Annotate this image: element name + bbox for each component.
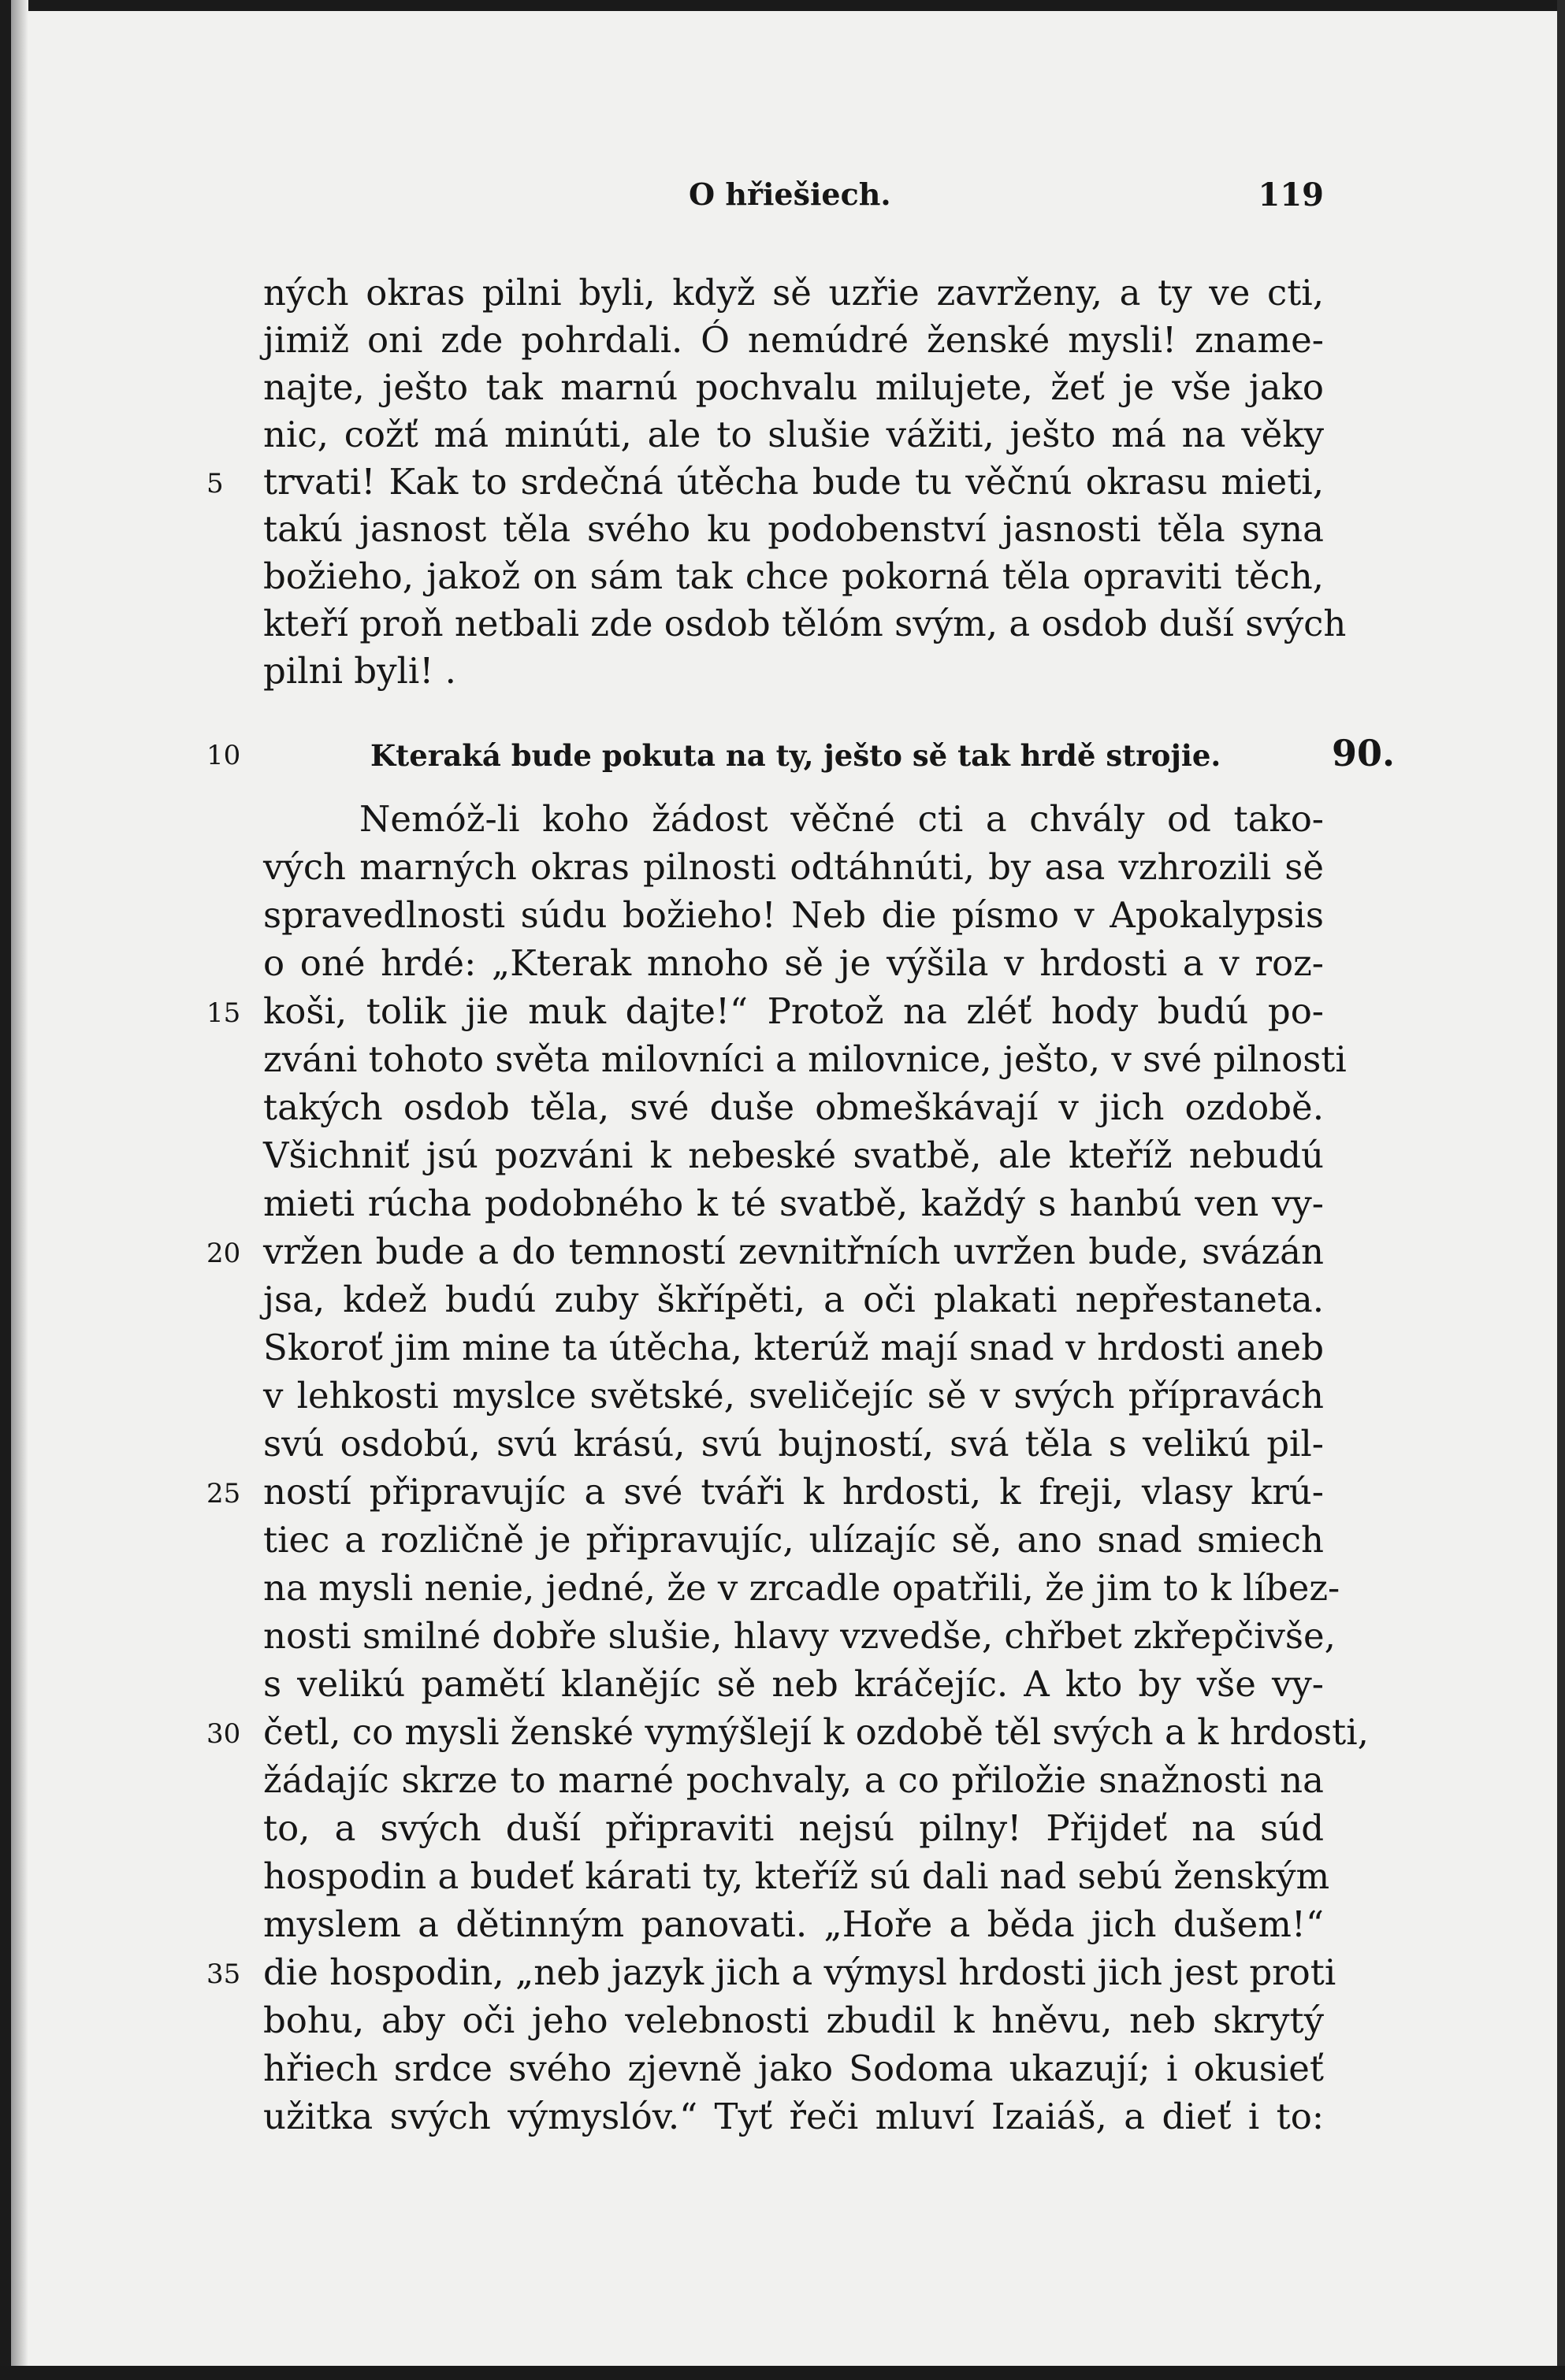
page-number: 119 bbox=[1258, 176, 1324, 213]
text-line: vržen bude a do temností zevnitřních uvržen bude, svázán bbox=[263, 1231, 1324, 1272]
text-line: četl, co mysli ženské vymýšlejí k ozdobě těl svých a k hrdosti, bbox=[263, 1711, 1369, 1753]
section-number: 90. bbox=[1332, 732, 1396, 774]
line-number: 30 bbox=[206, 1718, 241, 1750]
text-line: užitka svých výmyslóv.“ Tyť řeči mluví Izaiáš, a dieť i to: bbox=[263, 2096, 1324, 2137]
text-line: v lehkosti myslce světské, sveličejíc sě v svých přípravách bbox=[263, 1375, 1324, 1416]
text-line: pilni byli! . bbox=[263, 650, 456, 692]
text-line: svú osdobú, svú krású, svú bujností, svá těla s velikú pil- bbox=[263, 1423, 1324, 1465]
text-line: Nemóž-li koho žádost věčné cti a chvály od tako- bbox=[359, 798, 1324, 840]
text-line: o oné hrdé: „Kterak mnoho sě je výšila v hrdosti a v roz- bbox=[263, 942, 1324, 984]
text-line: nic, cožť má minúti, ale to slušie vážiti, ješto má na věky bbox=[263, 414, 1324, 455]
text-line: Všichniť jsú pozváni k nebeské svatbě, ale kteříž nebudú bbox=[263, 1134, 1324, 1176]
text-line: spravedlnosti súdu božieho! Neb die písmo v Apokalypsis bbox=[263, 894, 1324, 936]
scan-top-edge bbox=[0, 0, 1565, 11]
scan-bottom-edge bbox=[0, 2366, 1565, 2380]
text-line: die hospodin, „neb jazyk jich a výmysl hrdosti jich jest proti bbox=[263, 1951, 1336, 1993]
text-line: bohu, aby oči jeho velebnosti zbudil k hněvu, neb skrytý bbox=[263, 1999, 1324, 2041]
text-line: božieho, jakož on sám tak chce pokorná těla opraviti těch, bbox=[263, 555, 1324, 597]
line-number: 15 bbox=[206, 997, 241, 1029]
text-line: to, a svých duší připraviti nejsú pilny! Přijdeť na súd bbox=[263, 1807, 1324, 1849]
text-line: ností připravujíc a své tváři k hrdosti, k freji, vlasy krú- bbox=[263, 1471, 1324, 1513]
running-head-title: O hřiešiech. bbox=[689, 176, 891, 212]
text-line: trvati! Kak to srdečná útěcha bude tu věčnú okrasu mieti, bbox=[263, 461, 1324, 503]
text-line: zváni tohoto světa milovníci a milovnice, ješto, v své pilnosti bbox=[263, 1038, 1347, 1080]
line-number: 25 bbox=[206, 1478, 241, 1509]
text-line: najte, ješto tak marnú pochvalu milujete, žeť je vše jako bbox=[263, 366, 1324, 408]
text-line: jimiž oni zde pohrdali. Ó nemúdré ženské mysli! zname- bbox=[263, 319, 1324, 361]
text-line: jsa, kdež budú zuby škřípěti, a oči plakati nepřestaneta. bbox=[263, 1279, 1324, 1320]
text-line: mieti rúcha podobného k té svatbě, každý s hanbú ven vy- bbox=[263, 1183, 1324, 1224]
line-number: 10 bbox=[206, 740, 241, 771]
text-line: ných okras pilni byli, když sě uzřie zavrženy, a ty ve cti, bbox=[263, 272, 1324, 314]
text-line: na mysli nenie, jedné, že v zrcadle opatřili, že jim to k líbez- bbox=[263, 1567, 1340, 1609]
running-head bbox=[263, 176, 1324, 224]
line-number: 20 bbox=[206, 1238, 241, 1269]
text-line: hospodin a budeť kárati ty, kteříž sú dali nad sebú ženským bbox=[263, 1855, 1330, 1897]
line-number: 5 bbox=[206, 468, 224, 499]
section-heading: Kteraká bude pokuta na ty, ješto sě tak hrdě strojie. bbox=[370, 738, 1221, 773]
text-line: koši, tolik jie muk dajte!“ Protož na zléť hody budú po- bbox=[263, 990, 1324, 1032]
text-line: myslem a dětinným panovati. „Hoře a běda jich dušem!“ bbox=[263, 1903, 1324, 1945]
text-line: takú jasnost těla svého ku podobenství jasnosti těla syna bbox=[263, 508, 1324, 550]
text-line: Skoroť jim mine ta útěcha, kterúž mají snad v hrdosti aneb bbox=[263, 1327, 1324, 1368]
text-line: hřiech srdce svého zjevně jako Sodoma ukazují; i okusieť bbox=[263, 2048, 1324, 2089]
text-line: takých osdob těla, své duše obmeškávají v jich ozdobě. bbox=[263, 1086, 1324, 1128]
text-line: vých marných okras pilnosti odtáhnúti, by asa vzhrozili sě bbox=[263, 846, 1324, 888]
scan-right-edge bbox=[1557, 0, 1565, 2380]
scan-left-edge bbox=[0, 0, 11, 2380]
text-line: kteří proň netbali zde osdob tělóm svým, a osdob duší svých bbox=[263, 603, 1347, 644]
page-gutter-shadow bbox=[11, 0, 28, 2380]
text-line: nosti smilné dobře slušie, hlavy vzvedše, chřbet zkřepčivše, bbox=[263, 1615, 1336, 1657]
text-line: s velikú pamětí klanějíc sě neb kráčejíc. A kto by vše vy- bbox=[263, 1663, 1324, 1705]
text-line: žádajíc skrze to marné pochvaly, a co přiložie snažnosti na bbox=[263, 1759, 1324, 1801]
line-number: 35 bbox=[206, 1959, 241, 1990]
text-line: tiec a rozličně je připravujíc, ulízajíc sě, ano snad smiech bbox=[263, 1519, 1324, 1561]
